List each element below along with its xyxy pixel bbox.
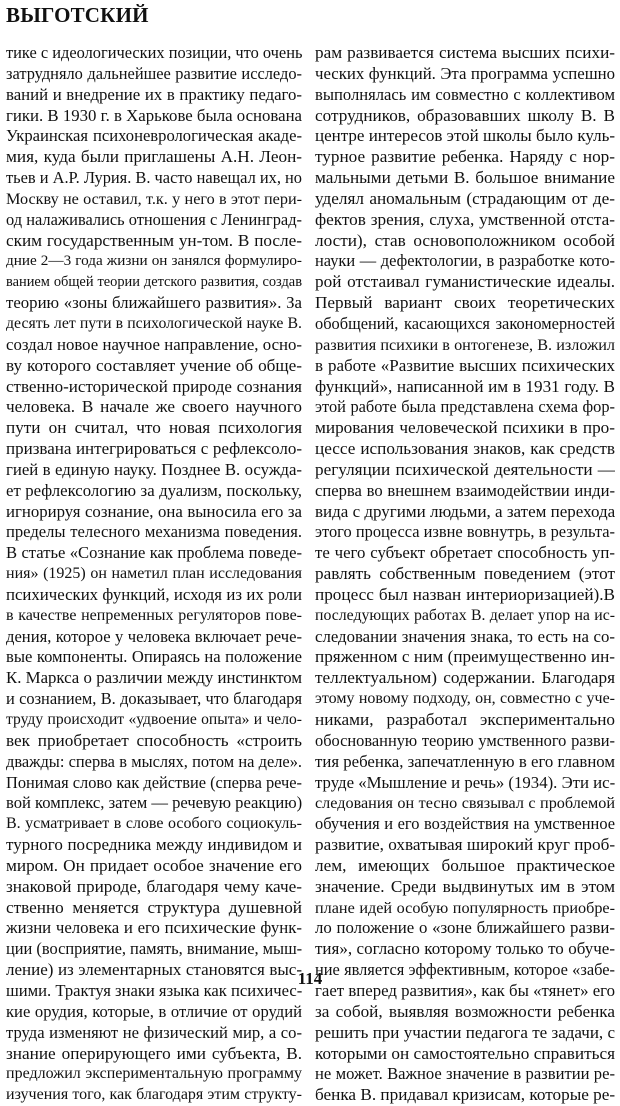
text-line: плане идей особую популярность приобре-: [315, 898, 615, 917]
text-line: фектов зрения, слуха, умственной отста-: [315, 209, 615, 229]
text-line: В. усматривает в слове особого социокуль-: [6, 815, 302, 833]
running-header: ВЫГОТСКИЙ: [6, 3, 149, 27]
text-line: вые компоненты. Опираясь на положение: [6, 647, 302, 667]
text-line: обучения и его воздействия на умственное: [315, 814, 615, 834]
text-line: игнорируя сознание, она выносила его за: [6, 501, 302, 521]
text-line: регуляции психической деятельности —: [315, 459, 615, 479]
text-line: рой отстаивал гуманистические идеалы.: [315, 272, 615, 292]
text-line: в качестве непременных регуляторов пове-: [6, 606, 302, 624]
text-line: од налаживались отношения с Ленинград-: [6, 209, 302, 229]
right-text-column: [315, 43, 615, 1106]
text-line: шими. Трактуя знаки языка как психичес-: [6, 980, 302, 1000]
text-line: миром. Он придает особое значение его: [6, 855, 302, 875]
text-line: ственно меняется структура душевной: [6, 897, 302, 917]
text-line: вой комплекс, затем — речевую реакцию): [6, 793, 302, 813]
text-line: теллектуальном) содержании. Благодаря: [315, 668, 615, 688]
text-line: ния» (1925) он наметил план исследования: [6, 565, 302, 583]
text-line: развития психики в онтогенезе, В. изложил: [315, 335, 615, 354]
text-line: ву которого составляет учение об обще-: [6, 355, 302, 375]
text-line: лем, имеющих большое практическое: [315, 855, 615, 875]
text-line: цессе использования знаков, как средств: [315, 439, 615, 459]
text-line: мальными детьми В. большое внимание: [315, 168, 615, 188]
text-line: пряженном с ним (преимущественно ин-: [315, 647, 615, 667]
text-line: и сознанием, В. доказывает, что благодаря: [6, 689, 302, 709]
text-line: пути он считал, что новая психология: [6, 418, 302, 438]
text-line: ние является эффективным, которое «забе-: [315, 960, 615, 980]
text-line: Понимая слово как действие (сперва рече-: [6, 772, 302, 792]
text-line: психических функций, исходя из их роли: [6, 584, 302, 604]
text-line: функций», написанной им в 1931 году. В: [315, 376, 615, 396]
text-line: ции (восприятие, память, внимание, мыш-: [6, 939, 302, 959]
text-line: никами, разработал экспериментально: [315, 710, 615, 729]
text-line: турное развитие ребенка. Наряду с нор-: [315, 147, 615, 167]
text-line: лости), став основоположником особой: [315, 230, 615, 250]
text-line: знание оперирующего ими субъекта, В.: [6, 1043, 302, 1063]
text-line: человека. В начале же своего научного: [6, 397, 302, 417]
text-line: мирования человеческой психики в про-: [315, 418, 615, 438]
text-line: рам развивается система высших психи-: [315, 43, 615, 62]
text-line: Москву не оставил, т.к. у него в этот пери-: [6, 189, 302, 208]
text-line: этого процесса извне вовнутрь, в результа-: [315, 522, 615, 542]
text-line: сперва во внешнем взаимодействии инди-: [315, 480, 615, 500]
text-line: значение. Среди выдвинутых им в этом: [315, 876, 615, 896]
text-line: гией в единую науку. Позднее В. осужда-: [6, 459, 302, 479]
text-line: ваний и внедрение их в практику педаго-: [6, 84, 302, 104]
text-line: равлять собственным поведением (этот: [315, 564, 615, 584]
text-line: ет рефлексологию за дуализм, поскольку,: [6, 480, 302, 500]
text-line: обобщений, касающихся закономерностей: [315, 313, 615, 333]
text-line: не может. Важное значение в развитии ре-: [315, 1064, 615, 1084]
text-line: ственно-исторической природе сознания: [6, 376, 302, 396]
text-line: обоснованную теорию умственного разви-: [315, 730, 615, 750]
text-line: следования он тесно связывал с проблемой: [315, 794, 615, 813]
text-line: десять лет пути в психологической науке В.: [6, 314, 302, 332]
text-line: дние 2—3 года жизни он занялся формулиро-: [6, 252, 302, 270]
text-line: которыми он самостоятельно справиться: [315, 1043, 615, 1063]
text-line: уделял аномальным (страдающим от де-: [315, 188, 615, 208]
text-line: труде «Мышление и речь» (1934). Эти ис-: [315, 772, 615, 792]
text-line: науки — дефектологии, в разработке кото-: [315, 251, 615, 271]
text-line: бенка В. придавал кризисам, которые ре-: [315, 1085, 615, 1105]
text-line: те чего субъект обретает способность уп-: [315, 543, 615, 563]
text-line: гики. В 1930 г. в Харькове была основана: [6, 105, 302, 125]
text-line: ло положение о «зоне ближайшего разви-: [315, 918, 615, 938]
text-line: В статье «Сознание как проблема поведе-: [6, 543, 302, 563]
text-line: ческих функций. Эта программа успешно: [315, 63, 615, 83]
text-line: этой работе была представлена схема фор-: [315, 397, 615, 417]
text-line: ление) из элементарных становятся выс-: [6, 960, 302, 980]
text-line: знаковой природе, благодаря чему каче-: [6, 876, 302, 896]
text-line: процесс был назван интериоризацией).В: [315, 584, 615, 604]
text-line: тия ребенка, запечатленную в его главном: [315, 751, 615, 771]
text-line: тике с идеологических позиции, что очень: [6, 43, 302, 62]
text-line: ским государственным ун-том. В после-: [6, 230, 302, 250]
text-line: сотрудников, образовавших школу В. В: [315, 105, 615, 125]
text-line: изучения того, как благодаря этим структу-: [6, 1086, 302, 1104]
text-line: предложил экспериментальную программу: [6, 1065, 302, 1083]
left-text-column: [6, 43, 302, 1106]
text-line: жизни человека и его психические функ-: [6, 918, 302, 938]
text-line: тьев и А.Р. Лурия. В. часто навещал их, но: [6, 168, 302, 188]
text-line: мия, куда были приглашены А.Н. Леон-: [6, 147, 302, 167]
text-line: дения, которое у человека включает рече-: [6, 626, 302, 646]
text-line: пределы телесного механизма поведения.: [6, 522, 302, 542]
text-line: гает вперед развития», как бы «тянет» его: [315, 980, 615, 1000]
text-line: тия», согласно которому только то обуче-: [315, 939, 615, 959]
text-line: затрудняло дальнейшее развитие исследо-: [6, 63, 302, 83]
text-line: труда изменяют не физический мир, а со-: [6, 1022, 302, 1042]
text-line: создал новое научное направление, осно-: [6, 334, 302, 354]
page-number: 114: [297, 969, 323, 988]
text-line: Первый вариант своих теоретических: [315, 293, 615, 313]
text-line: вида с другими людьми, а затем перехода: [315, 501, 615, 521]
text-line: этому новому подходу, он, совместно с уче-: [315, 690, 615, 708]
text-line: решить при участии педагога те задачи, с: [315, 1022, 615, 1042]
text-line: выполнялась им совместно с коллективом: [315, 84, 615, 104]
text-line: центре интересов этой школы было куль-: [315, 126, 615, 146]
text-line: в работе «Развитие высших психических: [315, 355, 615, 375]
text-line: теорию «зоны ближайшего развития». За: [6, 293, 302, 313]
text-line: К. Маркса о различии между инстинктом: [6, 668, 302, 688]
text-line: ванием общей теории детского развития, создав: [6, 274, 302, 291]
text-line: кие орудия, которые, в отличие от орудий: [6, 1001, 302, 1021]
text-line: развитие, охватывая широкий круг проб-: [315, 835, 615, 855]
text-line: век приобретает способность «строить: [6, 730, 302, 750]
text-line: следовании значения знака, то есть на со-: [315, 626, 615, 646]
text-line: труду происходит «удвоение опыта» и чело-: [6, 711, 302, 728]
text-line: дважды: сперва в мыслях, потом на деле».: [6, 751, 302, 771]
text-line: Украинская психоневрологическая акаде-: [6, 126, 302, 146]
text-line: турного посредника между индивидом и: [6, 835, 302, 855]
text-line: последующих работах В. делает упор на ис-: [315, 606, 615, 624]
text-line: за собой, выявляя возможности ребенка: [315, 1001, 615, 1021]
text-line: призвана интегрироваться с рефлексоло-: [6, 439, 302, 459]
